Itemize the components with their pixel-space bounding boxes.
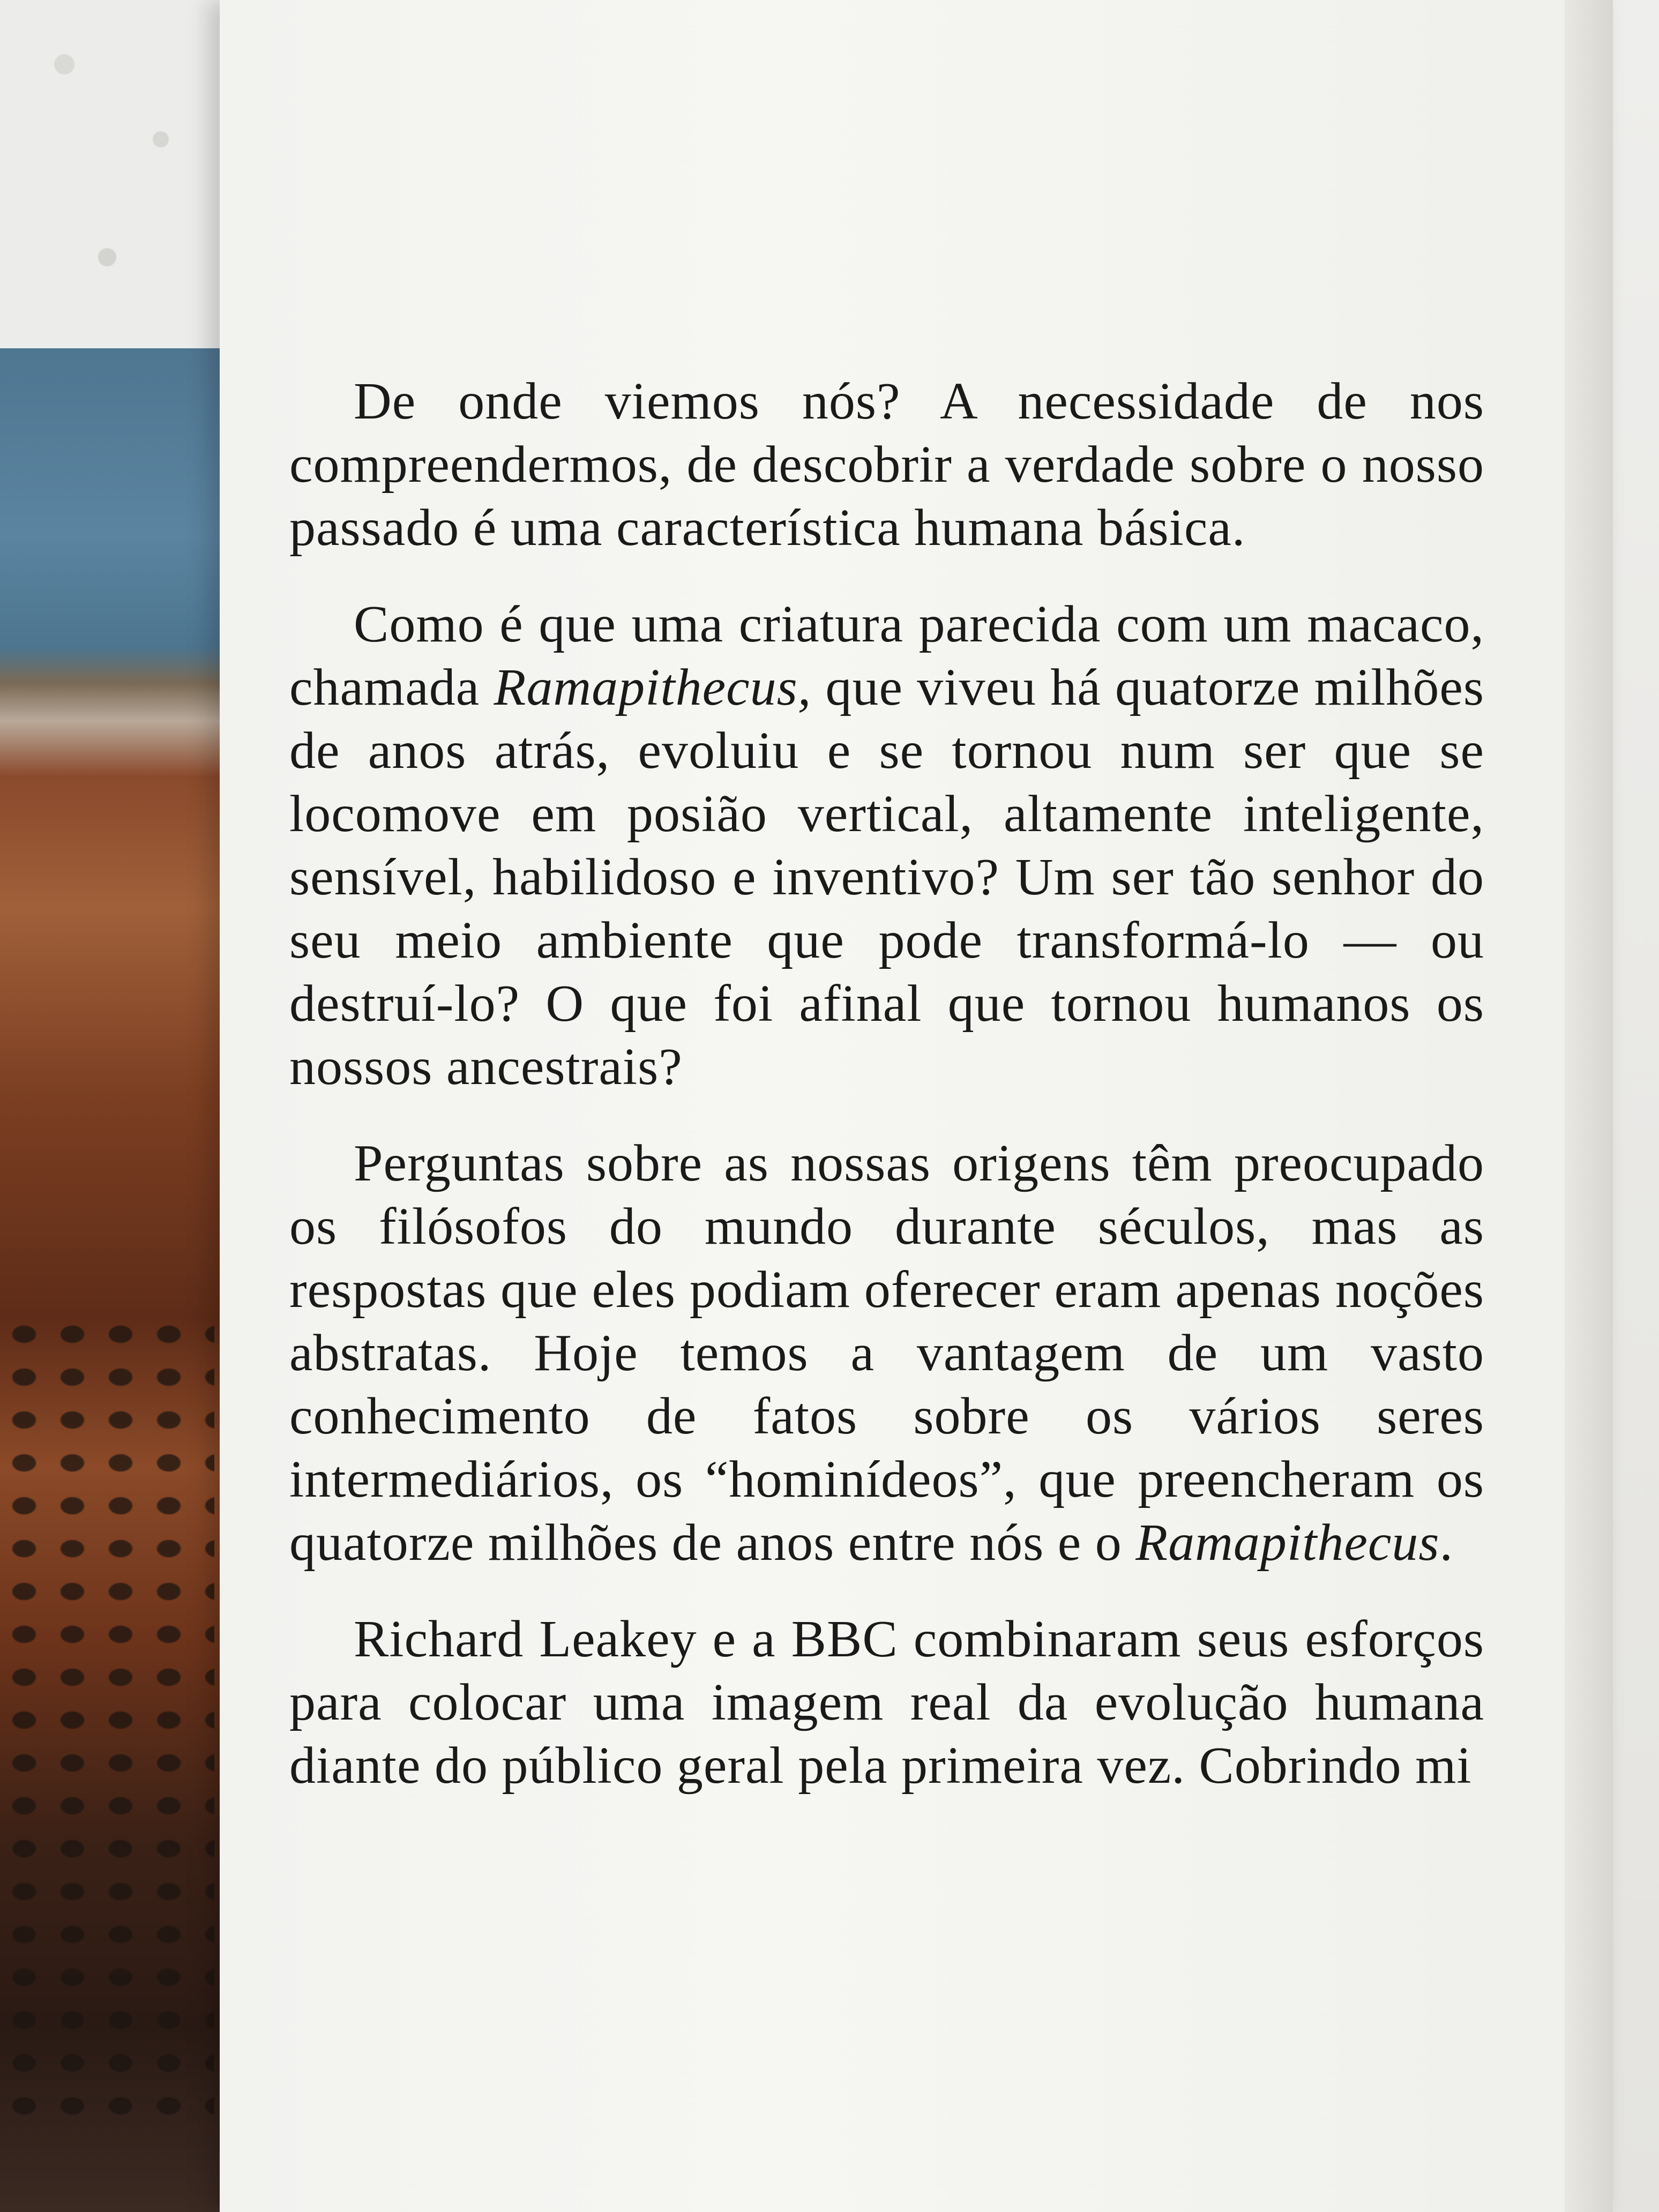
photo-book-cover <box>0 348 234 2212</box>
paragraph-3-genus-name: Ramapithecus <box>1135 1514 1440 1572</box>
paragraph-1 <box>289 370 1484 559</box>
paragraph-4-text-1: Richard Leakey e a BBC combinaram seus esforços para colocar uma imagem real da evolução humana diante do público geral pela primeira vez. Cobrindo mi <box>289 1610 1484 1795</box>
dust-jacket-flap <box>220 0 1613 2212</box>
paragraph-2 <box>289 593 1484 1098</box>
paragraph-3-text-1: Perguntas sobre as nossas origens têm preocupado os filósofos do mundo durante séculos, mas as respostas que eles podiam oferecer eram apenas noções abstratas. Hoje temos a vantagem de um vasto conhecimento de fatos sobre os vários seres intermediários, os “hominídeos”, que preencheram os quatorze milhões de anos entre nós e o <box>289 1134 1484 1572</box>
flap-edge <box>1565 0 1613 2212</box>
paragraph-3 <box>289 1132 1484 1574</box>
flap-text <box>289 370 1484 1830</box>
paragraph-3-text-2: . <box>1439 1514 1454 1572</box>
paragraph-4 <box>289 1608 1484 1797</box>
lace-background <box>0 0 252 375</box>
paragraph-2-text-1: Como é que uma criatura parecida com um macaco, chamada <box>289 595 1484 716</box>
paragraph-1-text-1: De onde viemos nós? A necessidade de nos compreendermos, de descobrir a verdade sobre o nosso passado é uma característica humana básica. <box>289 372 1484 557</box>
woven-basket-photo <box>0 1313 214 2117</box>
paragraph-2-text-2: que viveu há quatorze milhões de anos atrás, evoluiu e se tornou num ser que se locomove em posião vertical, altamente inteligente, sensível, habilidoso e inventivo? Um ser tão senhor do seu meio ambiente que pode transformá-lo — ou destruí-lo? O que foi afinal que tornou humanos os nossos ancestrais? <box>289 659 1485 1096</box>
paragraph-2-genus-name: Ramapithecus, <box>494 659 812 716</box>
